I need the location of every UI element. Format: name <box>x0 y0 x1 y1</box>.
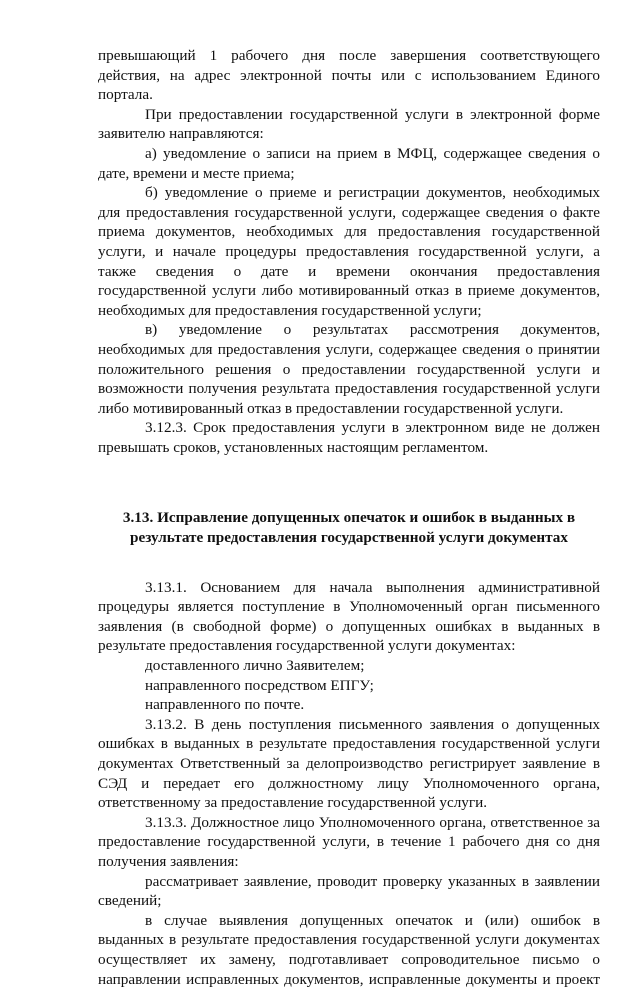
paragraph-3-12-3: 3.12.3. Срок предоставления услуги в электронном виде не должен превышать сроков, установленных настоящим регламентом. <box>98 419 600 456</box>
list-item-b: б) уведомление о приеме и регистрации документов, необходимых для предоставления государственной услуги, содержащее сведения о факте приема документов, необходимых для предоставления государственной услуги, и начале процедуры предоставления государственной услуги, а также сведения о дате и времени окончания предоставления государственной услуги либо мотивированный отказ в приеме документов, необходимых для предоставления государственной услуги; <box>98 184 600 319</box>
spacer <box>98 548 600 578</box>
paragraph-review: рассматривает заявление, проводит проверку указанных в заявлении сведений; <box>98 872 600 910</box>
section-heading-line2: результате предоставления государственной услуги документах <box>130 529 568 547</box>
list-item-delivery-1: доставленного лично Заявителем; <box>145 657 365 675</box>
spacer <box>98 457 600 508</box>
document-page <box>98 46 600 989</box>
paragraph-intro: превышающий 1 рабочего дня после завершения соответствующего действия, на адрес электронной почты или с использованием Единого портала. <box>98 47 600 104</box>
list-item-delivery-2: направленного посредством ЕПГУ; <box>145 676 374 694</box>
paragraph-errors: в случае выявления допущенных опечаток и (или) ошибок в выданных в результате предоставления государственной услуги документах осуществляет их замену, подготавливает сопроводительное письмо о направлении исправленных документов, исправленные документы и проект <box>98 911 600 988</box>
list-item-delivery-3: направленного по почте. <box>145 696 305 714</box>
paragraph-3-13-1: 3.13.1. Основанием для начала выполнения административной процедуры является поступление в Уполномоченный орган письменного заявления (в свободной форме) о допущенных ошибках в выданных в результате предоставления государственной услуги документах: <box>98 578 600 655</box>
section-heading-line1: 3.13. Исправление допущенных опечаток и ошибок в выданных в <box>122 509 576 527</box>
paragraph-3-13-2: 3.13.2. В день поступления письменного заявления о допущенных ошибках в выданных в результате предоставления государственной услуги документах Ответственный за делопроизводство регистрирует заявление в СЭД и передает его должностному лицу Уполномоченного органа, ответственному за предоставление государственной услуги. <box>98 715 600 812</box>
paragraph-3-13-3: 3.13.3. Должностное лицо Уполномоченного органа, ответственное за предоставление государственной услуги, в течение 1 рабочего дня со дня получения заявления: <box>98 813 600 870</box>
list-item-c: в) уведомление о результатах рассмотрения документов, необходимых для предоставления услуги, содержащее сведения о принятии положительного решения о предоставлении государственной услуги и возможности получения результата предоставления государственной услуги либо мотивированный отказ в предоставлении государственной услуги. <box>98 321 600 417</box>
paragraph-notify-intro: При предоставлении государственной услуги в электронной форме заявителю направляются: <box>98 105 600 143</box>
list-item-a: а) уведомление о записи на прием в МФЦ, содержащее сведения о дате, времени и месте приема; <box>98 144 600 182</box>
